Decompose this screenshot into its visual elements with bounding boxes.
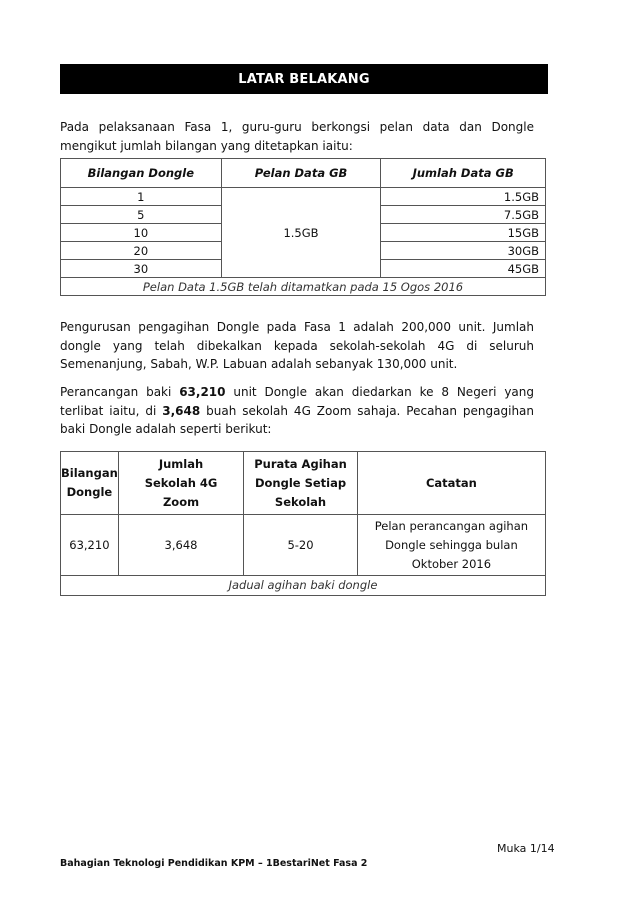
cell-bilangan: 30 <box>61 260 222 278</box>
cell-bilangan: 10 <box>61 224 222 242</box>
cell-catatan: Pelan perancangan agihan Dongle sehingga bulan Oktober 2016 <box>357 515 545 576</box>
col-header-purata: Purata Agihan Dongle Setiap Sekolah <box>244 452 358 515</box>
intro-paragraph: Pada pelaksanaan Fasa 1, guru-guru berkongsi pelan data dan Dongle mengikut jumlah bilangan yang ditetapkan iaitu: <box>60 120 534 153</box>
cell-bilangan: 63,210 <box>61 515 119 576</box>
plan-text-2: unit Dongle akan diedarkan ke 8 Negeri yang terlibat iaitu, di <box>60 385 534 418</box>
plan-text-1: Perancangan baki <box>60 385 180 399</box>
table-caption-row <box>61 576 546 596</box>
cell-jumlah-sekolah: 3,648 <box>118 515 243 576</box>
cell-jumlah: 30GB <box>381 242 546 260</box>
col-header-jumlah-sekolah: Jumlah Sekolah 4G Zoom <box>118 452 243 515</box>
section-title: LATAR BELAKANG <box>60 64 548 94</box>
cell-pelan: 1.5GB <box>221 188 381 278</box>
plan-bold-schools: 3,648 <box>162 403 201 418</box>
col-header-jumlah: Jumlah Data GB <box>381 159 546 188</box>
table-caption: Jadual agihan baki dongle <box>61 576 546 596</box>
plan-text-3: buah sekolah 4G Zoom sahaja. Pecahan pengagihan baki Dongle adalah seperti berikut: <box>60 403 535 436</box>
cell-bilangan: 5 <box>61 206 222 224</box>
plan-bold-units: 63,210 <box>179 385 226 399</box>
col-header-pelan: Pelan Data GB <box>221 159 381 188</box>
table-header-row <box>61 452 546 515</box>
col-header-catatan: Catatan <box>357 452 545 515</box>
cell-jumlah: 1.5GB <box>381 188 546 206</box>
cell-jumlah: 7.5GB <box>381 206 546 224</box>
page-footer: Bahagian Teknologi Pendidikan KPM – 1BestariNet Fasa 2 <box>60 858 368 869</box>
cell-jumlah: 15GB <box>381 224 546 242</box>
col-header-bilangan: Bilangan Dongle <box>61 159 222 188</box>
table-row <box>61 188 546 206</box>
table-caption-row <box>61 278 546 296</box>
cell-jumlah: 45GB <box>381 260 546 278</box>
table-row <box>61 515 546 576</box>
distribution-paragraph: Pengurusan pengagihan Dongle pada Fasa 1 adalah 200,000 unit. Jumlah dongle yang telah dibekalkan kepada sekolah-sekolah 4G di seluruh Semenanjung, Sabah, W.P. Labuan adalah sebanyak 130,000 unit. <box>60 320 534 371</box>
data-plan-table <box>60 158 546 296</box>
cell-bilangan: 1 <box>61 188 222 206</box>
table-caption: Pelan Data 1.5GB telah ditamatkan pada 15 Ogos 2016 <box>61 278 546 296</box>
table-header-row <box>61 159 546 188</box>
cell-purata: 5-20 <box>244 515 358 576</box>
col-header-bilangan: Bilangan Dongle <box>61 452 119 515</box>
cell-bilangan: 20 <box>61 242 222 260</box>
page-number: Muka 1/14 <box>497 842 555 855</box>
allocation-table <box>60 451 546 596</box>
plan-paragraph <box>60 383 534 439</box>
